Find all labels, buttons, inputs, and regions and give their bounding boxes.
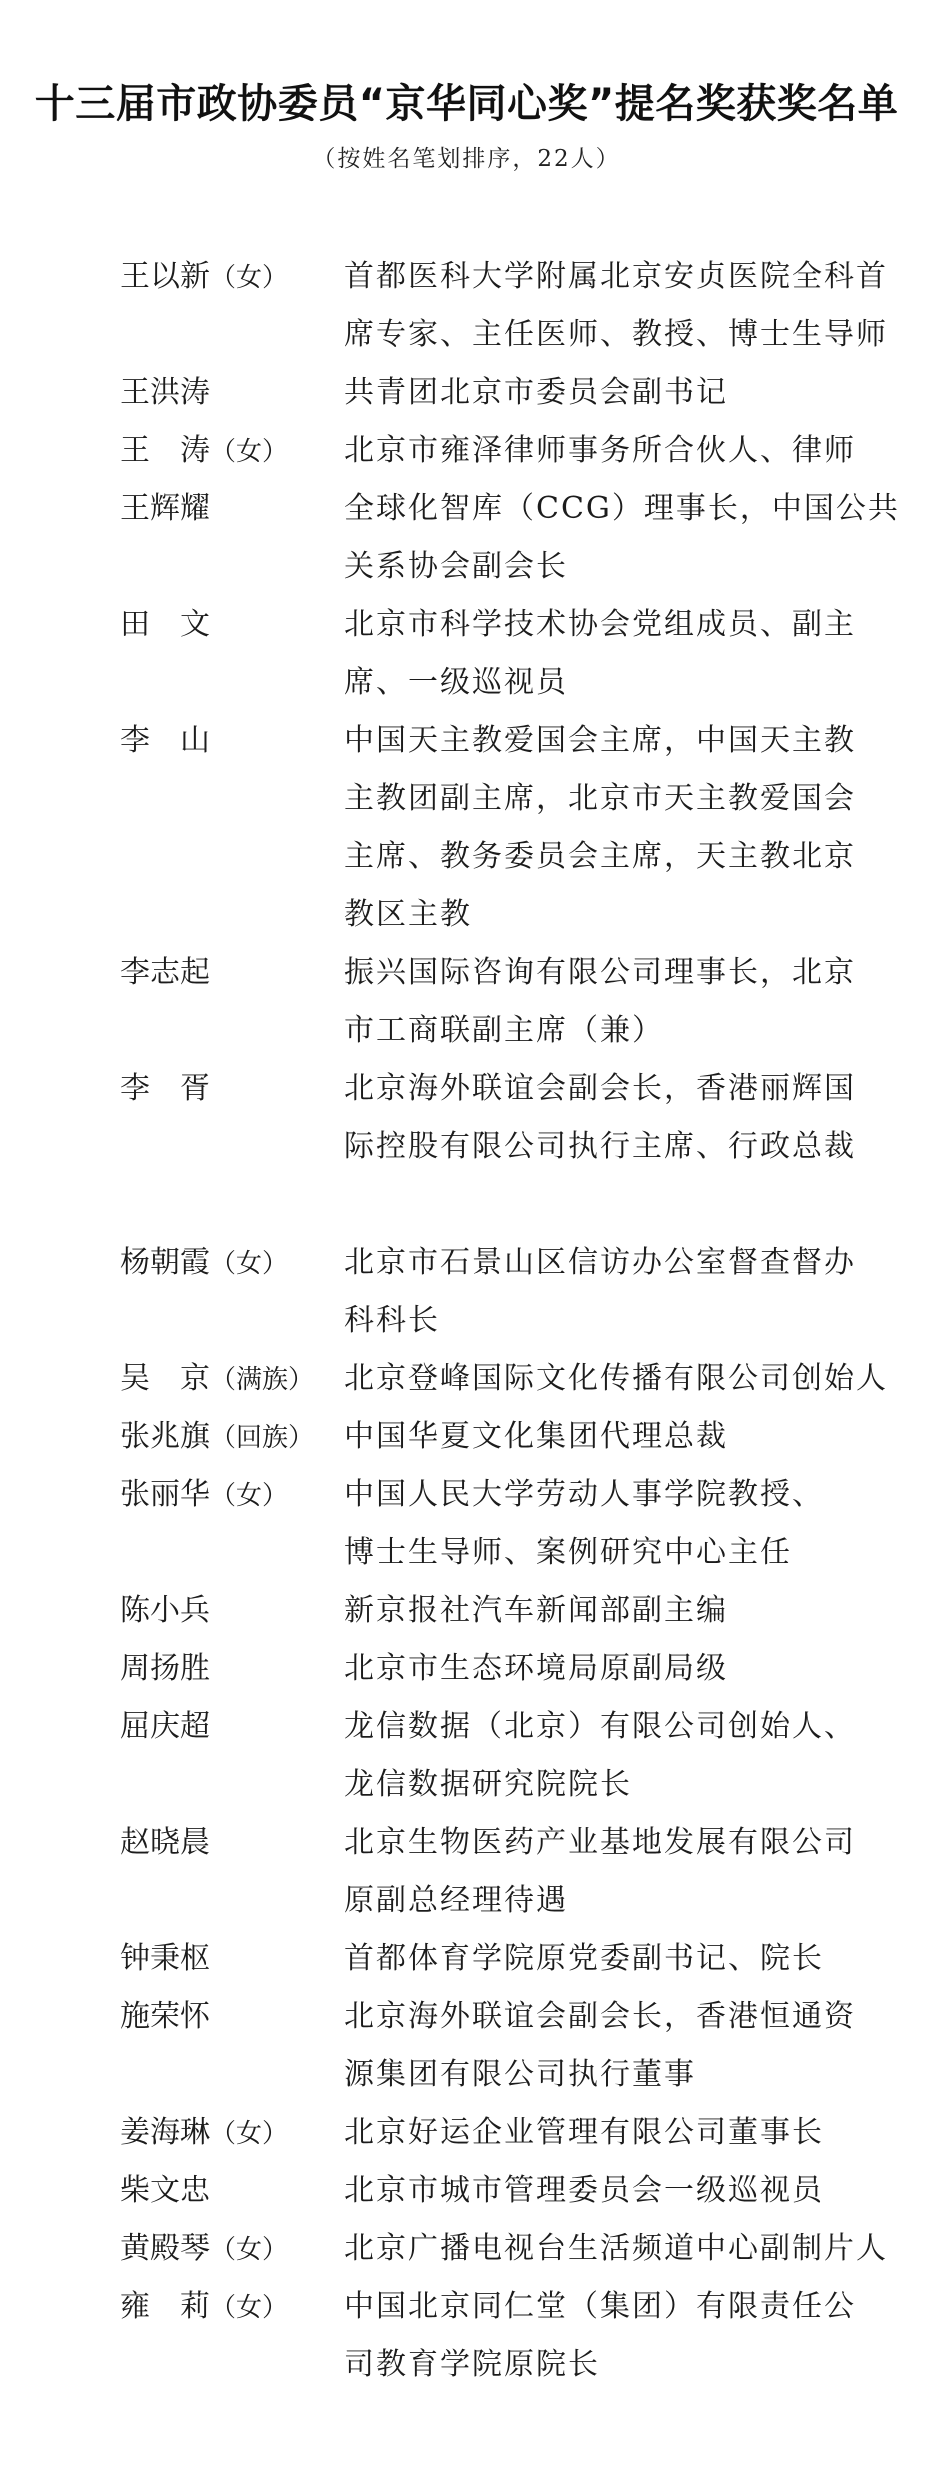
name-text: 赵晓晨 bbox=[120, 1825, 210, 1860]
title-line: 中国天主教爱国会主席，中国天主教 bbox=[344, 723, 856, 758]
title-line: 龙信数据（北京）有限公司创始人、 bbox=[344, 1709, 856, 1744]
name-note: （回族） bbox=[210, 1423, 315, 1453]
list-item bbox=[0, 1930, 933, 1988]
list-item bbox=[0, 1698, 933, 1814]
member-title bbox=[344, 1814, 864, 1930]
list-item bbox=[0, 1408, 933, 1466]
title-line: 首都医科大学附属北京安贞医院全科首 bbox=[344, 259, 888, 294]
title-line: 中国华夏文化集团代理总裁 bbox=[344, 1419, 728, 1454]
title-line: 北京生物医药产业基地发展有限公司 bbox=[344, 1825, 856, 1860]
title-line: 市工商联副主席（兼） bbox=[344, 1013, 664, 1048]
title-line: 科科长 bbox=[344, 1303, 440, 1338]
member-name bbox=[120, 1698, 340, 1756]
name-text: 王 涛 bbox=[120, 433, 210, 468]
title-line: 际控股有限公司执行主席、行政总裁 bbox=[344, 1129, 856, 1164]
title-line: 北京登峰国际文化传播有限公司创始人 bbox=[344, 1361, 888, 1396]
name-note: （满族） bbox=[210, 1365, 315, 1395]
member-name bbox=[120, 2104, 340, 2163]
member-name bbox=[120, 422, 340, 481]
member-name bbox=[120, 1582, 340, 1640]
name-text: 雍 莉 bbox=[120, 2289, 210, 2324]
member-title bbox=[344, 1060, 864, 1176]
member-name bbox=[120, 1060, 340, 1118]
list-item bbox=[0, 944, 933, 1060]
list-item bbox=[0, 1060, 933, 1176]
name-note: （女） bbox=[210, 2293, 289, 2323]
list-item bbox=[0, 596, 933, 712]
member-title bbox=[344, 596, 864, 712]
member-title bbox=[344, 1408, 864, 1466]
title-line: 主席、教务委员会主席，天主教北京 bbox=[344, 839, 856, 874]
member-name bbox=[120, 2278, 340, 2337]
title-line: 教区主教 bbox=[344, 897, 472, 932]
member-name bbox=[120, 1640, 340, 1698]
title-line: 北京市生态环境局原副局级 bbox=[344, 1651, 728, 1686]
member-name bbox=[120, 1988, 340, 2046]
title-line: 北京海外联谊会副会长，香港恒通资 bbox=[344, 1999, 856, 2034]
member-name bbox=[120, 1466, 340, 1525]
title-line: 共青团北京市委员会副书记 bbox=[344, 375, 728, 410]
title-line: 北京好运企业管理有限公司董事长 bbox=[344, 2115, 824, 2150]
member-title bbox=[344, 944, 864, 1060]
name-note: （女） bbox=[210, 437, 289, 467]
list-item bbox=[0, 1814, 933, 1930]
name-text: 钟秉枢 bbox=[120, 1941, 210, 1976]
member-title bbox=[344, 422, 864, 480]
list-item bbox=[0, 2162, 933, 2220]
member-name bbox=[120, 2162, 340, 2220]
list-item bbox=[0, 248, 933, 364]
member-title bbox=[344, 1640, 864, 1698]
list-item bbox=[0, 1350, 933, 1408]
name-note: （女） bbox=[210, 1249, 289, 1279]
name-note: （女） bbox=[210, 1481, 289, 1511]
name-text: 吴 京 bbox=[120, 1361, 210, 1396]
title-line: 源集团有限公司执行董事 bbox=[344, 2057, 696, 2092]
page-title: 十三届市政协委员“京华同心奖”提名奖获奖名单 bbox=[34, 81, 899, 127]
name-text: 王以新 bbox=[120, 259, 210, 294]
name-text: 黄殿琴 bbox=[120, 2231, 210, 2266]
list-item bbox=[0, 2220, 933, 2278]
name-text: 田 文 bbox=[120, 607, 210, 642]
award-list bbox=[0, 248, 933, 2394]
name-text: 施荣怀 bbox=[120, 1999, 210, 2034]
name-text: 李 山 bbox=[120, 723, 210, 758]
name-text: 李志起 bbox=[120, 955, 210, 990]
name-text: 张兆旗 bbox=[120, 1419, 210, 1454]
title-line: 主教团副主席，北京市天主教爱国会 bbox=[344, 781, 856, 816]
member-title bbox=[344, 1234, 864, 1350]
name-note: （女） bbox=[210, 2235, 289, 2265]
member-name bbox=[120, 1930, 340, 1988]
member-title bbox=[344, 2104, 864, 2162]
title-line: 北京广播电视台生活频道中心副制片人 bbox=[344, 2231, 888, 2266]
title-line: 全球化智库（CCG）理事长，中国公共 bbox=[344, 491, 900, 526]
member-name bbox=[120, 364, 340, 422]
title-line: 席、一级巡视员 bbox=[344, 665, 568, 700]
title-line: 博士生导师、案例研究中心主任 bbox=[344, 1535, 792, 1570]
member-title bbox=[344, 248, 888, 364]
member-name bbox=[120, 2220, 340, 2279]
title-line: 关系协会副会长 bbox=[344, 549, 568, 584]
list-item bbox=[0, 1466, 933, 1582]
member-name bbox=[120, 1408, 340, 1467]
name-note: （女） bbox=[210, 2119, 289, 2149]
title-line: 原副总经理待遇 bbox=[344, 1883, 568, 1918]
section-gap bbox=[0, 1176, 933, 1234]
member-name bbox=[120, 1814, 340, 1872]
name-text: 李 胥 bbox=[120, 1071, 210, 1106]
title-line: 中国人民大学劳动人事学院教授、 bbox=[344, 1477, 824, 1512]
title-line: 中国北京同仁堂（集团）有限责任公 bbox=[344, 2289, 856, 2324]
list-item bbox=[0, 1988, 933, 2104]
member-title bbox=[344, 1930, 864, 1988]
member-title bbox=[344, 1582, 864, 1640]
member-title bbox=[344, 480, 900, 596]
title-line: 北京市雍泽律师事务所合伙人、律师 bbox=[344, 433, 856, 468]
member-title bbox=[344, 2278, 864, 2394]
page-subtitle: （按姓名笔划排序，22人） bbox=[312, 146, 621, 172]
title-line: 北京市城市管理委员会一级巡视员 bbox=[344, 2173, 824, 2208]
list-item bbox=[0, 480, 933, 596]
member-title bbox=[344, 364, 864, 422]
title-line: 振兴国际咨询有限公司理事长，北京 bbox=[344, 955, 856, 990]
member-name bbox=[120, 1350, 340, 1409]
member-name bbox=[120, 712, 340, 770]
list-item bbox=[0, 2104, 933, 2162]
list-item bbox=[0, 712, 933, 944]
member-name bbox=[120, 944, 340, 1002]
name-text: 张丽华 bbox=[120, 1477, 210, 1512]
member-title bbox=[344, 1350, 888, 1408]
member-name bbox=[120, 248, 340, 307]
list-item bbox=[0, 1234, 933, 1350]
member-name bbox=[120, 480, 340, 538]
member-title bbox=[344, 1988, 864, 2104]
member-title bbox=[344, 2162, 864, 2220]
name-text: 柴文忠 bbox=[120, 2173, 210, 2208]
title-line: 新京报社汽车新闻部副主编 bbox=[344, 1593, 728, 1628]
member-name bbox=[120, 596, 340, 654]
title-line: 北京海外联谊会副会长，香港丽辉国 bbox=[344, 1071, 856, 1106]
name-text: 王洪涛 bbox=[120, 375, 210, 410]
title-line: 席专家、主任医师、教授、博士生导师 bbox=[344, 317, 888, 352]
name-text: 王辉耀 bbox=[120, 491, 210, 526]
title-line: 龙信数据研究院院长 bbox=[344, 1767, 632, 1802]
name-text: 屈庆超 bbox=[120, 1709, 210, 1744]
list-item bbox=[0, 1582, 933, 1640]
member-title bbox=[344, 2220, 888, 2278]
list-item bbox=[0, 2278, 933, 2394]
member-title bbox=[344, 712, 864, 944]
title-line: 北京市科学技术协会党组成员、副主 bbox=[344, 607, 856, 642]
name-text: 陈小兵 bbox=[120, 1593, 210, 1628]
name-text: 杨朝霞 bbox=[120, 1245, 210, 1280]
title-line: 首都体育学院原党委副书记、院长 bbox=[344, 1941, 824, 1976]
title-line: 司教育学院原院长 bbox=[344, 2347, 600, 2382]
member-name bbox=[120, 1234, 340, 1293]
name-text: 姜海琳 bbox=[120, 2115, 210, 2150]
member-title bbox=[344, 1466, 864, 1582]
member-title bbox=[344, 1698, 864, 1814]
list-item bbox=[0, 422, 933, 480]
list-item bbox=[0, 1640, 933, 1698]
name-note: （女） bbox=[210, 263, 289, 293]
name-text: 周扬胜 bbox=[120, 1651, 210, 1686]
list-item bbox=[0, 364, 933, 422]
title-line: 北京市石景山区信访办公室督查督办 bbox=[344, 1245, 856, 1280]
